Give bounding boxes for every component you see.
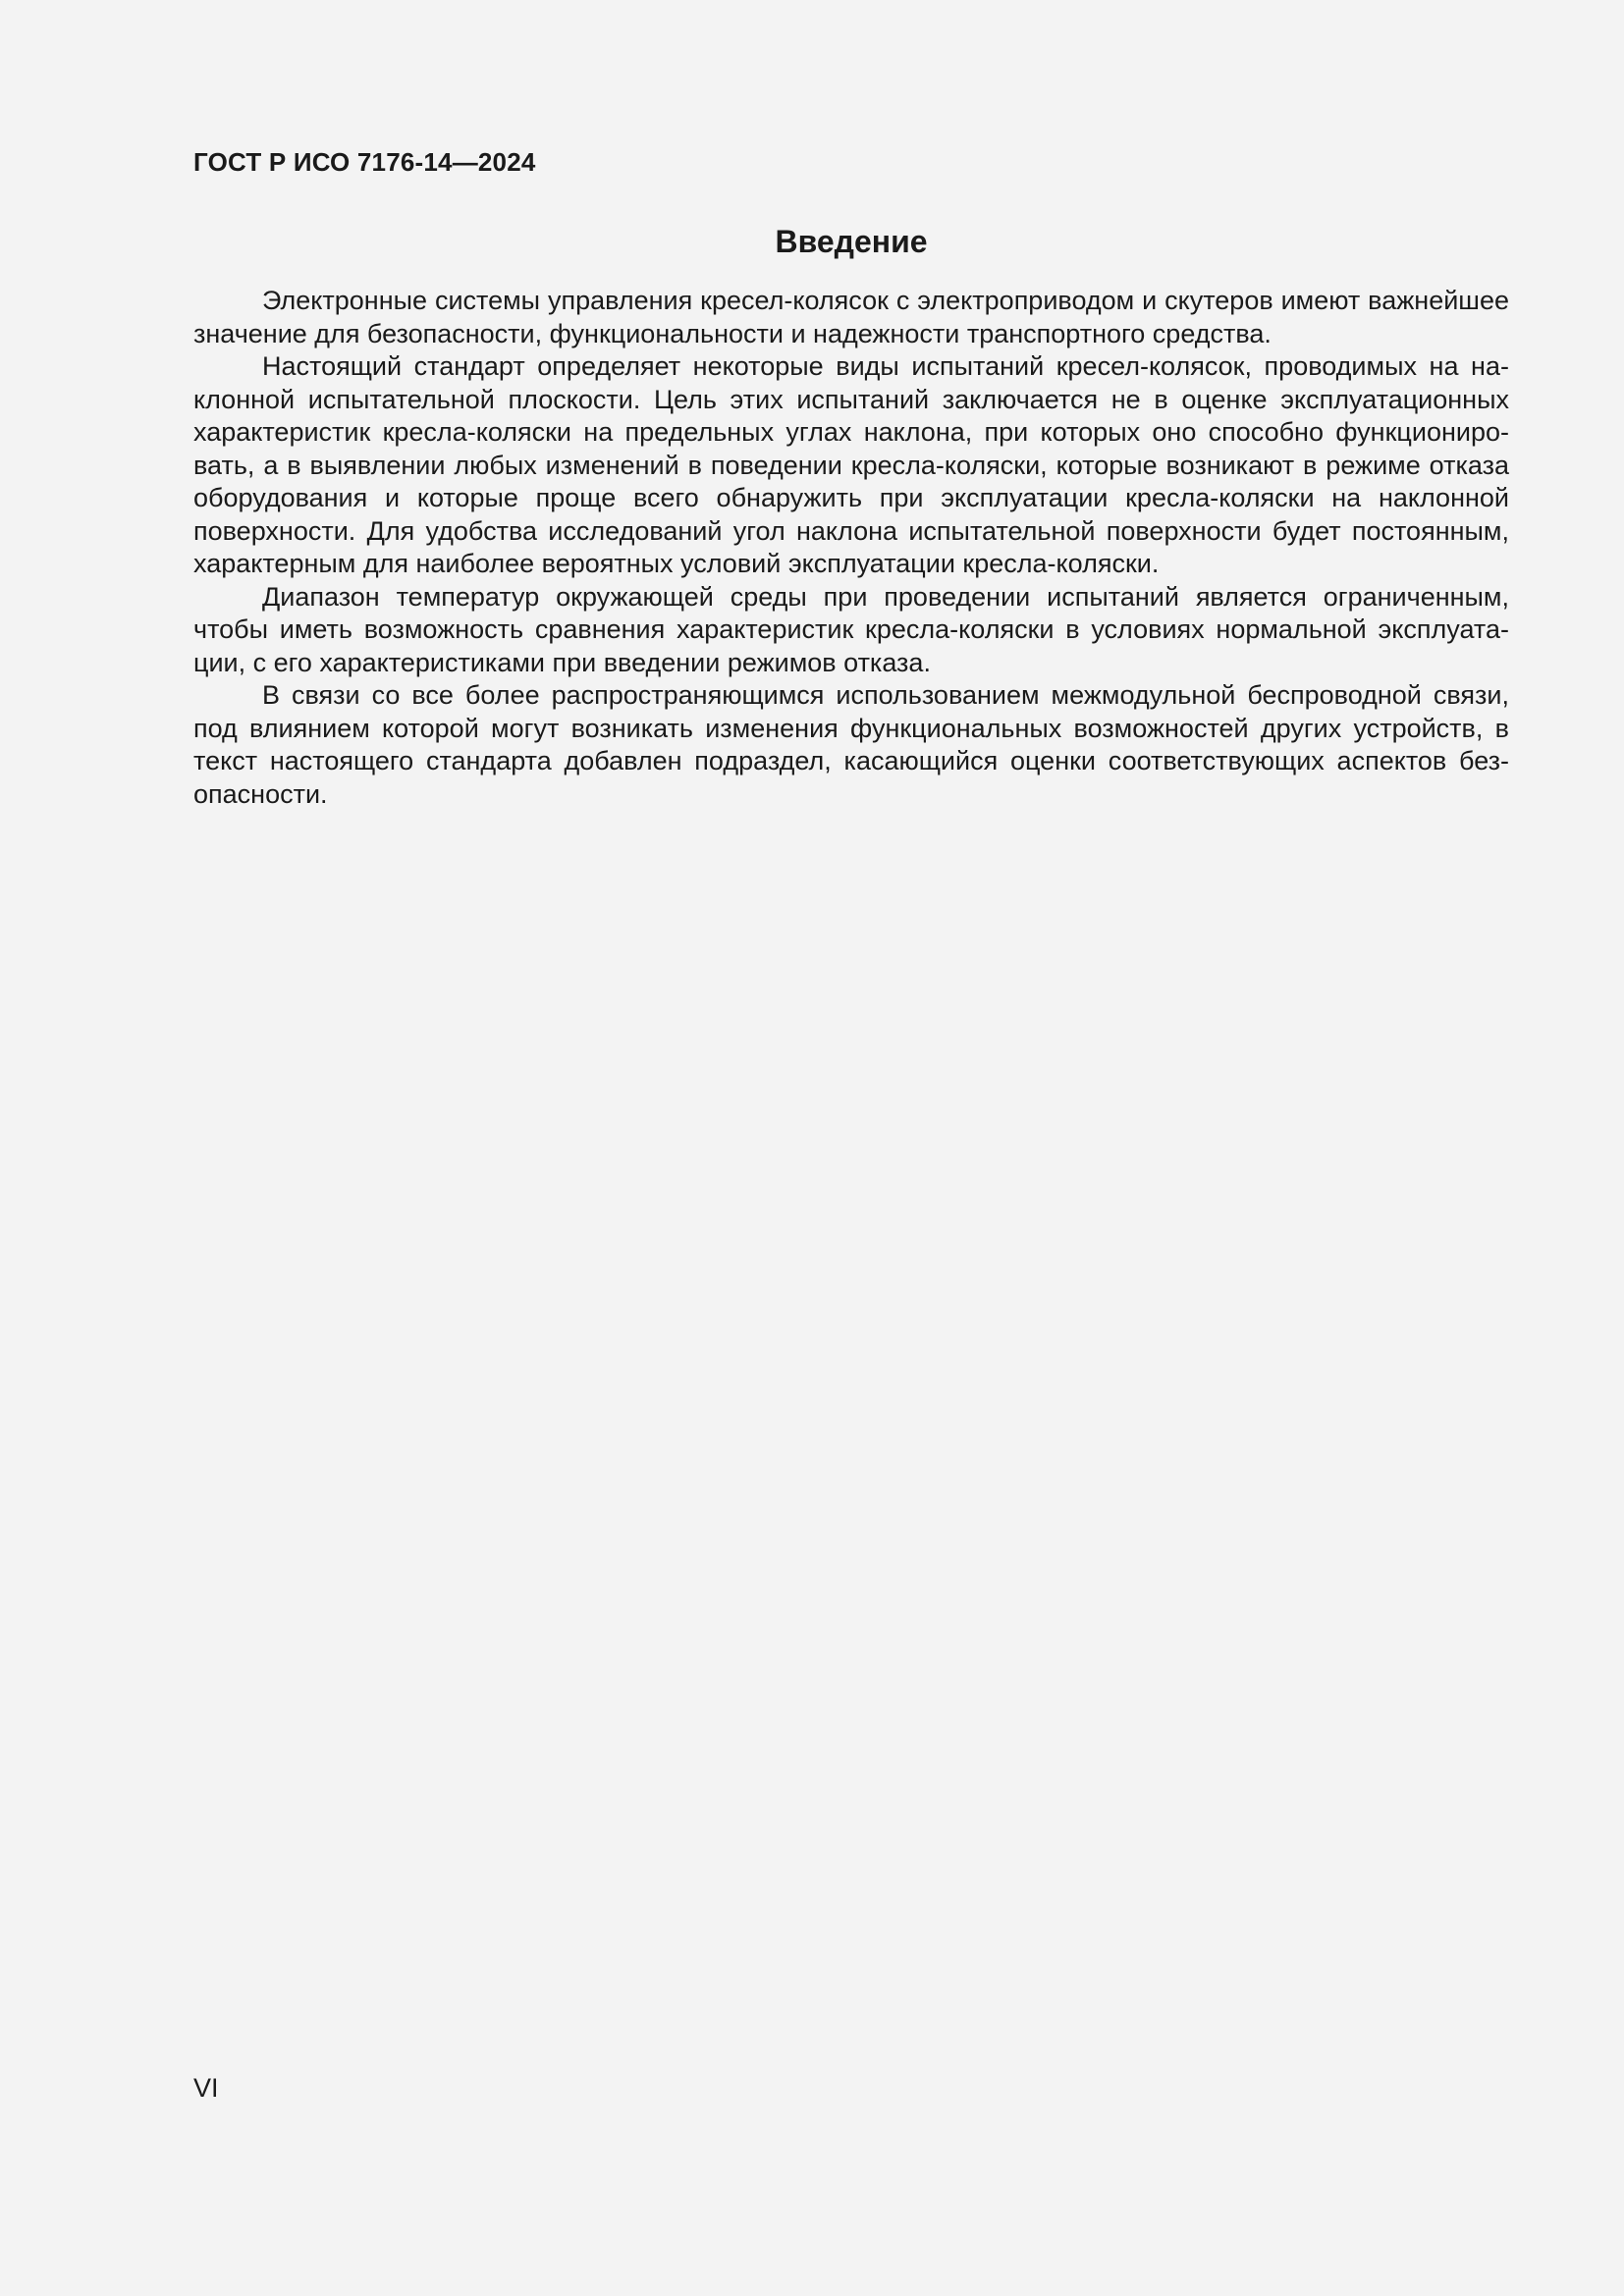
paragraph: Настоящий стандарт определяет некоторые виды испытаний кресел-колясок, проводимых на наклонной испытательной плоскости. Цель этих испытаний заключается не в оценке эксплуатационных характеристик кресла-коляски на предельных углах наклона, при которых оно способно функционировать, а в выявлении любых изменений в поведении кресла-коляски, которые возникают в режиме отказа оборудования и которые проще всего обнаружить при эксплуатации кресла-коляски на наклонной поверхности. Для удобства исследований угол наклона испытательной поверхности будет постоянным, характерным для наиболее вероятных условий эксплуатации кресла-коляски. [193, 351, 1509, 578]
section-title: Введение [775, 224, 928, 259]
document-header: ГОСТ Р ИСО 7176-14—2024 [193, 147, 536, 177]
paragraph: В связи со все более распространяющимся использованием межмодульной беспроводной связи, под влиянием которой могут возникать изменения функциональных возможностей других устройств, в текст настоящего стандарта добавлен подраздел, касающийся оценки соответствующих аспектов безопасности. [193, 680, 1509, 809]
body-text [193, 285, 1509, 811]
paragraph: Диапазон температур окружающей среды при проведении испытаний является ограниченным, чтобы иметь возможность сравнения характеристик кресла-коляски в условиях нормальной эксплуатации, с его характеристиками при введении режимов отказа. [193, 581, 1509, 677]
paragraph: Электронные системы управления кресел-колясок с электроприводом и скутеров имеют важнейшее значение для безопасности, функциональности и надежности транспортного средства. [193, 286, 1509, 348]
page-number: VI [193, 2073, 219, 2103]
